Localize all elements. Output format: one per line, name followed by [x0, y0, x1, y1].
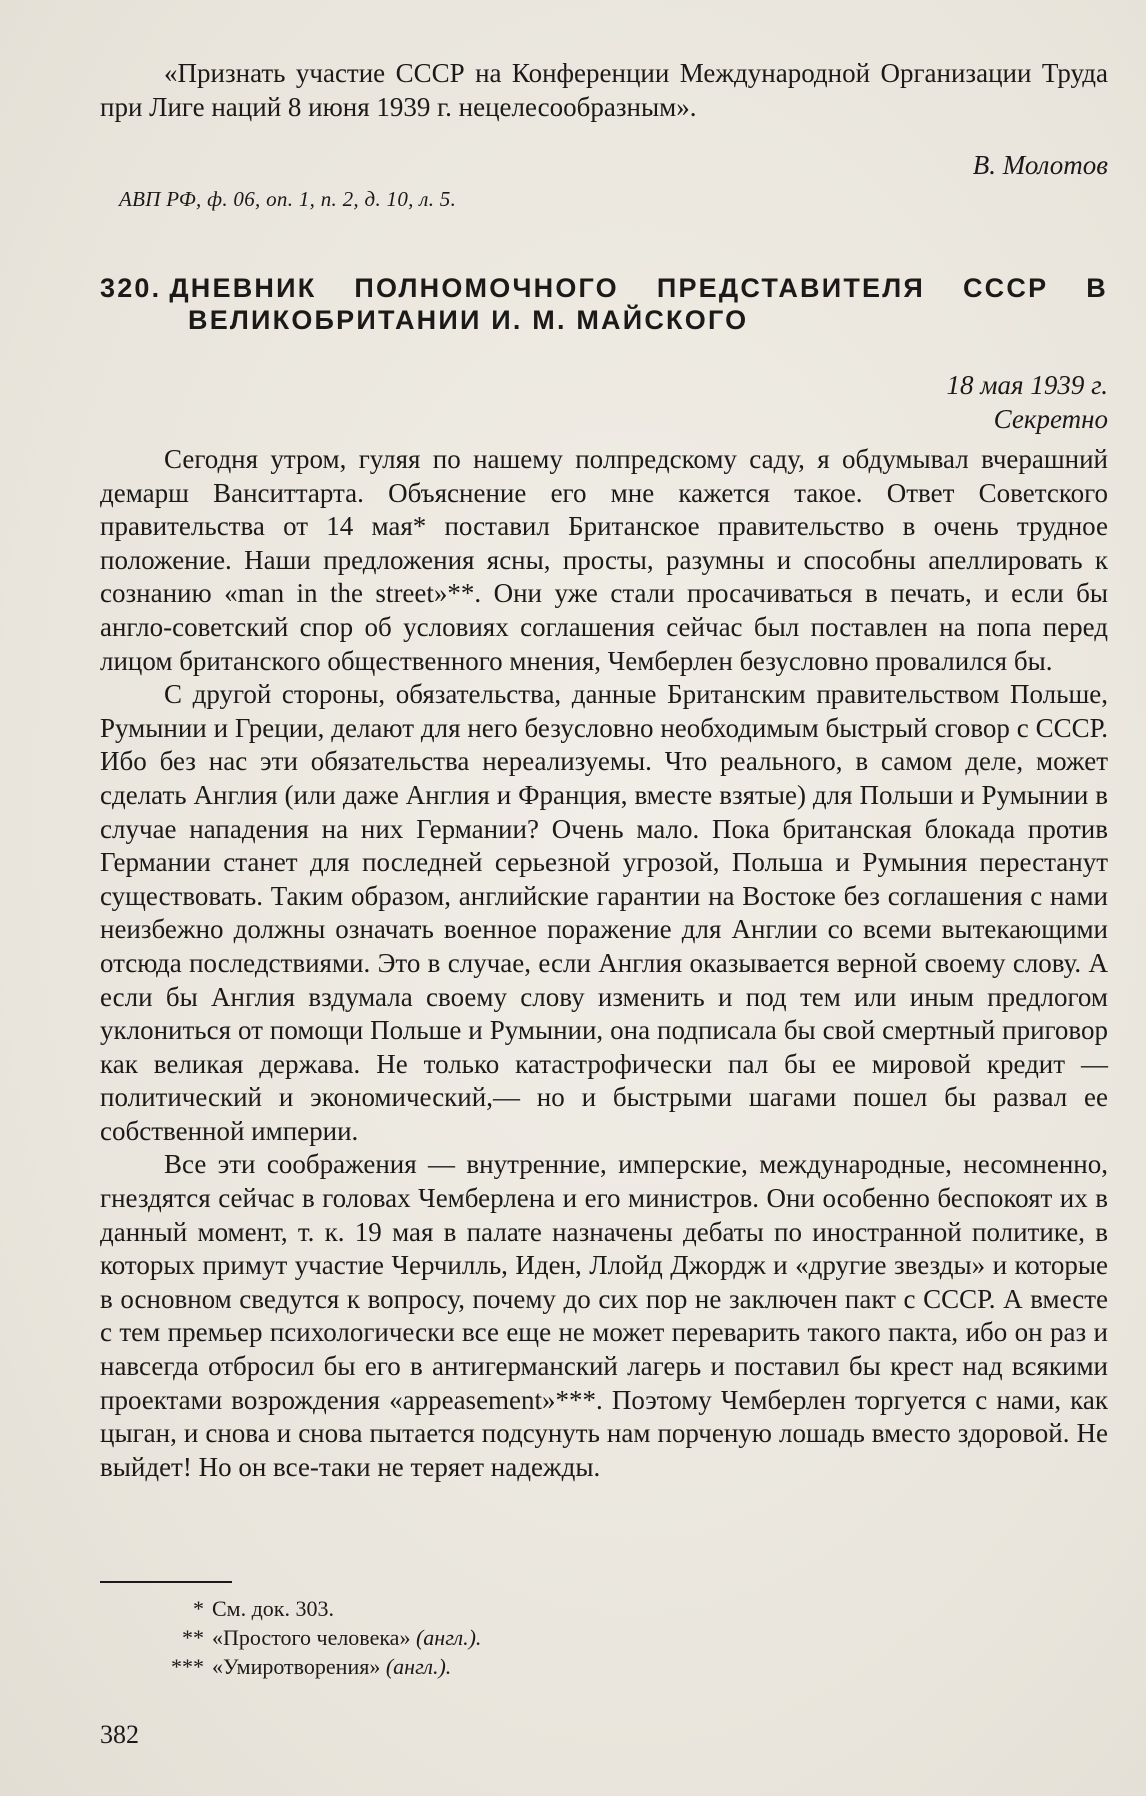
footnote-mark: * [193, 1596, 204, 1621]
footnote-divider [100, 1581, 232, 1583]
footnote-text: См. док. 303. [212, 1596, 334, 1621]
footnote-mark: *** [171, 1654, 204, 1679]
document-heading-line-1 [100, 272, 1108, 304]
paragraph: С другой стороны, обязательства, данные Британским правительством Польше, Румынии и Греции, делают для него безусловно необходимым быстрый сговор с СССР. Ибо без нас эти обязательства нереализуемы. Что реального, в самом деле, может сделать Англия (или даже Англия и Франция, вместе взятые) для Польши и Румынии в случае нападения на них Германии? Очень мало. Пока британская блокада против Германии станет для последней серьезной угрозой, Польша и Румыния перестанут существовать. Таким образом, английские гарантии на Востоке без соглашения с нами неизбежно должны означать военное поражение для Англии со всеми вытекающими отсюда последствиями. Это в случае, если Англия оказывается верной своему слову. А если бы Англия вздумала своему слову изменить и под тем или иным предлогом уклониться от помощи Польше и Румынии, она подписала бы свой смертный приговор как великая держава. Не только катастрофически пал бы ее мировой кредит — политический и экономический,— но и быстрыми шагами пошел бы развал ее собственной империи. [100, 679, 1108, 1146]
heading-word: ПОЛНОМОЧНОГО [354, 273, 619, 303]
heading-word: ПРЕДСТАВИТЕЛЯ [656, 273, 925, 303]
quote-text: «Признать участие СССР на Конференции Международной Организации Труда при Лиге наций 8 июня 1939 г. нецелесообразным». [100, 58, 1108, 122]
heading-word: В [1086, 273, 1108, 303]
diary-body [100, 443, 1108, 1484]
classification-label: Секретно [993, 404, 1108, 434]
footnote [100, 1652, 481, 1681]
footnote [100, 1623, 481, 1652]
document-number: 320. [100, 273, 162, 303]
footnote-language: (англ.). [415, 1625, 482, 1650]
footnote [100, 1594, 481, 1623]
paragraph: Все эти соображения — внутренние, имперские, международные, несомненно, гнездятся сейчас в головах Чемберлена и его министров. Они особенно беспокоят их в данный момент, т. к. 19 мая в палате назначены дебаты по иностранной политике, в которых примут участие Черчилль, Иден, Ллойд Джордж и «другие звезды» и которые в основном сведутся к вопросу, почему до сих пор не заключен пакт с СССР. А вместе с тем премьер психологически все еще не может переварить такого пакта, ибо он раз и навсегда отбросил бы его в антигерманский лагерь и поставил бы крест над всякими проектами возрождения «appeasement»***. Поэтому Чемберлен торгуется с нами, как цыган, и снова и снова пытается подсунуть нам порченую лошадь вместо здоровой. Не выйдет! Но он все-таки не теряет надежды. [100, 1149, 1108, 1482]
heading-word: СССР [962, 273, 1049, 303]
archive-reference: АВП РФ, ф. 06, оп. 1, п. 2, д. 10, л. 5. [119, 187, 457, 211]
document-date: 18 мая 1939 г. [946, 370, 1108, 400]
heading-word: ДНЕВНИК [169, 273, 317, 303]
page-number: 382 [100, 1720, 139, 1749]
document-meta [947, 368, 1108, 436]
footnotes [100, 1594, 481, 1681]
footnote-language: (англ.). [385, 1654, 452, 1679]
document-heading [100, 272, 1108, 336]
footnote-text: «Умиротворения» [212, 1654, 381, 1679]
paragraph: Сегодня утром, гуляя по нашему полпредскому саду, я обдумывал вчерашний демарш Ванситтарта. Объяснение его мне кажется такое. Ответ Советского правительства от 14 мая* поставил Британское правительство в очень трудное положение. Наши предложения ясны, просты, разумны и способны апеллировать к сознанию «man in the street»**. Они уже стали просачиваться в печать, и если бы англо-советский спор об условиях соглашения сейчас был поставлен на попа перед лицом британского общественного мнения, Чемберлен безусловно провалился бы. [100, 444, 1108, 676]
quote-signature: В. Молотов [972, 150, 1108, 180]
footnote-text: «Простого человека» [212, 1625, 411, 1650]
footnote-mark: ** [182, 1625, 204, 1650]
document-heading-line-2: ВЕЛИКОБРИТАНИИ И. М. МАЙСКОГО [188, 305, 749, 335]
